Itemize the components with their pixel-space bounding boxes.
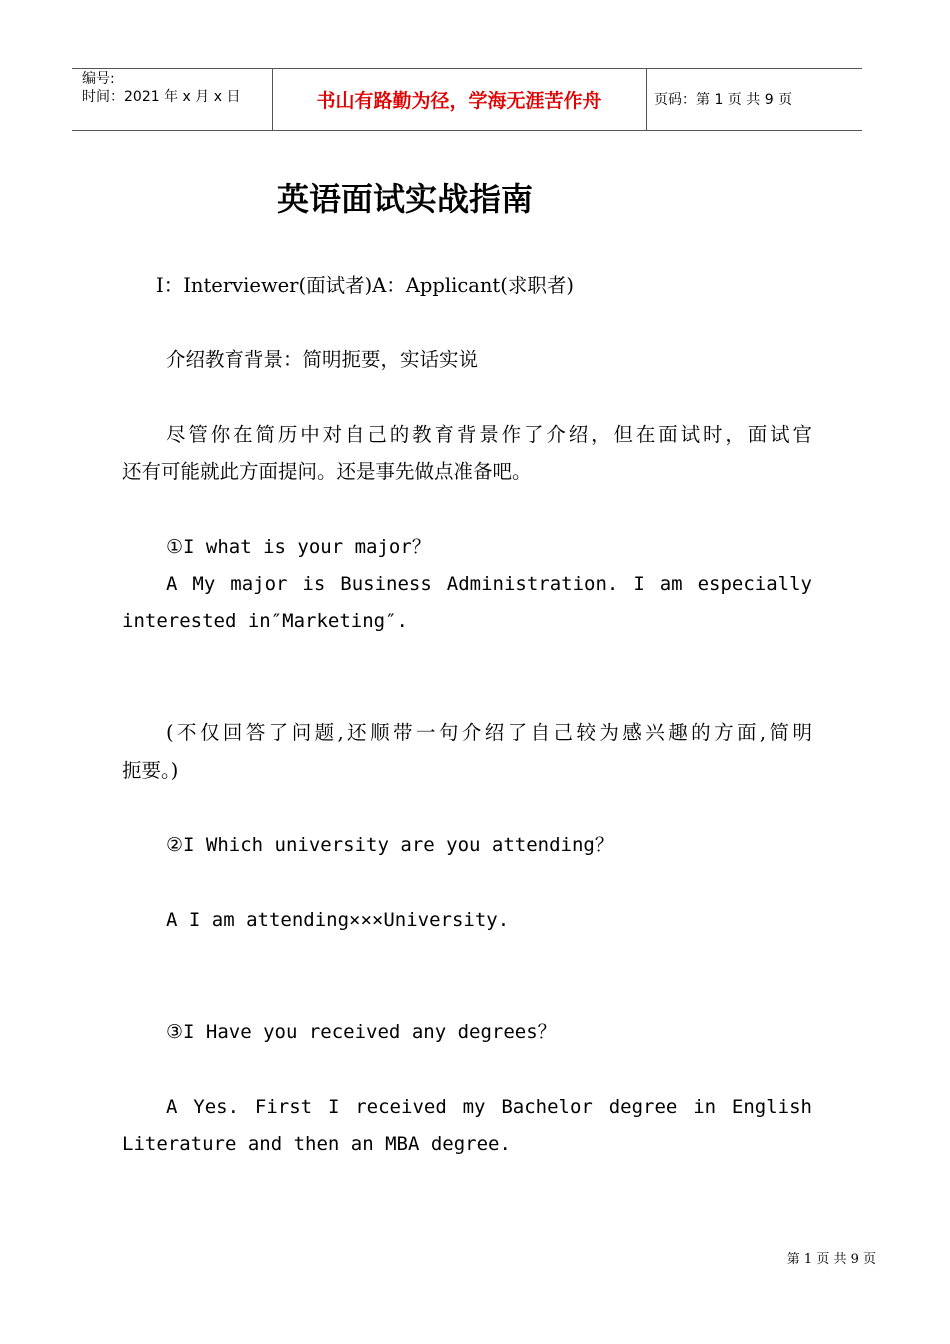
header-page-number: 页码：第 1 页 共 9 页 [654,92,793,108]
header-page-cell [646,69,862,130]
header-motto-cell [272,69,647,130]
note-line-2: 扼要。) [122,759,179,782]
time-label: 时间：2021 年 x 月 x 日 [82,89,241,105]
answer-1-line-1: A My major is Business Administration. I am especially [166,573,812,595]
role-legend: I：Interviewer(面试者)A：Applicant(求职者) [156,274,574,297]
question-1: ①I what is your major？ [166,536,431,558]
page-footer-number: 第 1 页 共 9 页 [786,1252,876,1267]
question-3: ③I Have you received any degrees？ [166,1021,557,1043]
intro-paragraph-line-1: 尽管你在简历中对自己的教育背景作了介绍，但在面试时，面试官 [166,423,812,446]
answer-2: A I am attending×××University. [166,909,510,931]
header-meta-cell [72,69,273,130]
intro-paragraph-line-2: 还有可能就此方面提问。还是事先做点准备吧。 [122,460,532,483]
answer-1-line-2: interested in″Marketing″. [122,610,408,632]
answer-3-line-2: Literature and then an MBA degree. [122,1133,511,1155]
page-header [72,68,862,131]
header-motto: 书山有路勤为径，学海无涯苦作舟 [316,90,602,112]
note-line-1: (不仅回答了问题,还顺带一句介绍了自己较为感兴趣的方面,简明 [166,721,812,744]
serial-label: 编号: [82,71,115,87]
answer-3-line-1: A Yes. First I received my Bachelor degree in English [166,1096,812,1118]
document-title: 英语面试实战指南 [276,180,533,218]
section-heading: 介绍教育背景：简明扼要，实话实说 [166,348,479,371]
question-2: ②I Which university are you attending？ [166,834,614,856]
